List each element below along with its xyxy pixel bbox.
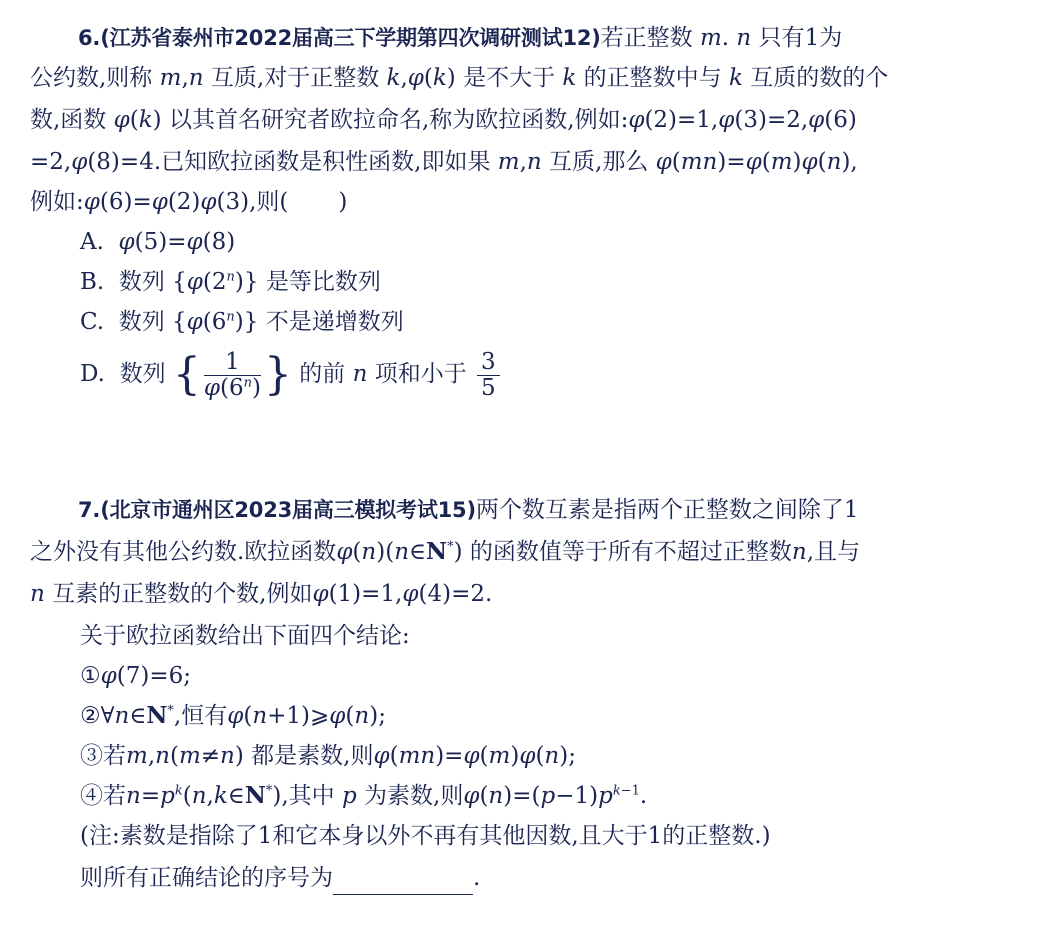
q7-text: 互素的正整数的个数,例如: [52, 581, 313, 607]
q6-text: =2,: [30, 149, 72, 175]
q6-line-2: 公约数,则称 m,n 互质,对于正整数 k,φ(k) 是不大于 k 的正整数中与 k 互质的数的个: [30, 65, 889, 91]
q6-line-1: 6.(江苏省泰州市2022届高三下学期第四次调研测试12)若正整数 m. n 只有1为: [78, 25, 843, 51]
option-text: 数列: [118, 309, 165, 335]
q6-text: 互质,对于正整数: [210, 65, 380, 91]
q7-text: 两个数互素是指两个正整数之间除了1: [475, 497, 859, 523]
q6-text: =1,: [677, 107, 719, 133]
q6-text: ,则(: [249, 189, 289, 215]
q7-line-2: 之外没有其他公约数.欧拉函数φ(n)(n∈N*) 的函数值等于所有不超过正整数n,且与: [30, 538, 861, 565]
q6-text: 例如:: [30, 189, 84, 215]
q6-text: 若正整数: [600, 25, 693, 51]
option-text: 的前: [299, 361, 346, 387]
option-text: 不是递增数列: [265, 309, 404, 335]
fraction-3-5: $\frac{3}{5}$: [477, 350, 500, 401]
option-text: 项和小于: [374, 361, 467, 387]
q7-statement-2: ②∀n∈N*,恒有φ(n+1)⩾φ(n);: [80, 702, 386, 729]
fraction-1-over-phi: $\frac{1}{\varphi(6^n)}$: [203, 348, 261, 401]
q6-text: 以其首名研究者欧拉命名,称为欧拉函数,例如:: [168, 107, 629, 133]
q7-line-1: [78, 494, 859, 526]
answer-blank[interactable]: [333, 862, 473, 895]
option-text: 是等比数列: [265, 269, 381, 295]
q6-text: ): [338, 189, 348, 215]
q7-source: (北京市通州区2023届高三模拟考试15): [100, 498, 476, 522]
q6-text: 只有1为: [758, 25, 843, 51]
q7-note: (注:素数是指除了1和它本身以外不再有其他因数,且大于1的正整数.): [80, 823, 771, 849]
q7-statement-3: ③若m,n(m≠n) 都是素数,则φ(mn)=φ(m)φ(n);: [80, 743, 576, 769]
q6-text: 数,函数: [30, 107, 107, 133]
q6-option-a: A. φ(5)=φ(8): [80, 229, 236, 255]
q6-text: 公约数,则称: [30, 65, 153, 91]
q6-text: 是不大于: [463, 65, 556, 91]
q6-source: (江苏省泰州市2022届高三下学期第四次调研测试12): [100, 26, 601, 50]
q7-text: =1,: [361, 581, 403, 607]
q6-line-4: =2,φ(8)=4.已知欧拉函数是积性函数,即如果 m,n 互质,那么 φ(mn)=φ(m)φ(n),: [30, 149, 858, 175]
q6-text: =2,: [766, 107, 809, 133]
q6-option-c: C. 数列 {φ(6$^n$)} 不是递增数列: [80, 309, 404, 335]
q6-number: 6.: [78, 26, 101, 50]
q7-number: 7.: [78, 498, 101, 522]
q6-option-d: D. 数列 { $\frac{1}{\varphi(6^n)}$ } 的前 n 项和小于 $\frac{3}{5}$: [80, 346, 503, 403]
option-label: A.: [80, 229, 104, 255]
q6-option-b: B. 数列 {φ(2$^n$)} 是等比数列: [80, 269, 381, 295]
q7-text: 之外没有其他公约数.欧拉函数: [30, 539, 337, 565]
q7-statement-4: ④若$n=p^k(n,k\in N^*)$,其中 p 为素数,则$\varphi(n)=(p-1)p^{k-1}$.: [80, 782, 648, 809]
q7-text: =2.: [451, 581, 493, 607]
q6-text: =4.已知欧拉函数是积性函数,即如果: [119, 149, 491, 175]
option-label: D.: [80, 361, 105, 387]
q7-text: ,且与: [806, 539, 861, 565]
option-label: C.: [80, 309, 105, 335]
q6-line-5: 例如:φ(6)=φ(2)φ(3),则( ): [30, 189, 348, 215]
q6-text: 互质,那么: [549, 149, 649, 175]
q7-line-3: n 互素的正整数的个数,例如φ(1)=1,φ(4)=2.: [30, 581, 493, 607]
option-label: B.: [80, 269, 105, 295]
q6-text: 互质的数的个: [750, 65, 889, 91]
q7-intro: 关于欧拉函数给出下面四个结论:: [80, 623, 410, 649]
q6-line-3: 数,函数 φ(k) 以其首名研究者欧拉命名,称为欧拉函数,例如:φ(2)=1,φ(3)=2,φ(6): [30, 107, 857, 133]
q7-statement-1: ①φ(7)=6;: [80, 663, 191, 689]
option-text: 数列: [119, 361, 166, 387]
q7-text: 的函数值等于所有不超过正整数: [469, 539, 792, 565]
q7-ask: 则所有正确结论的序号为 .: [80, 862, 480, 895]
q6-text: 的正整数中与: [583, 65, 722, 91]
option-text: 数列: [118, 269, 165, 295]
